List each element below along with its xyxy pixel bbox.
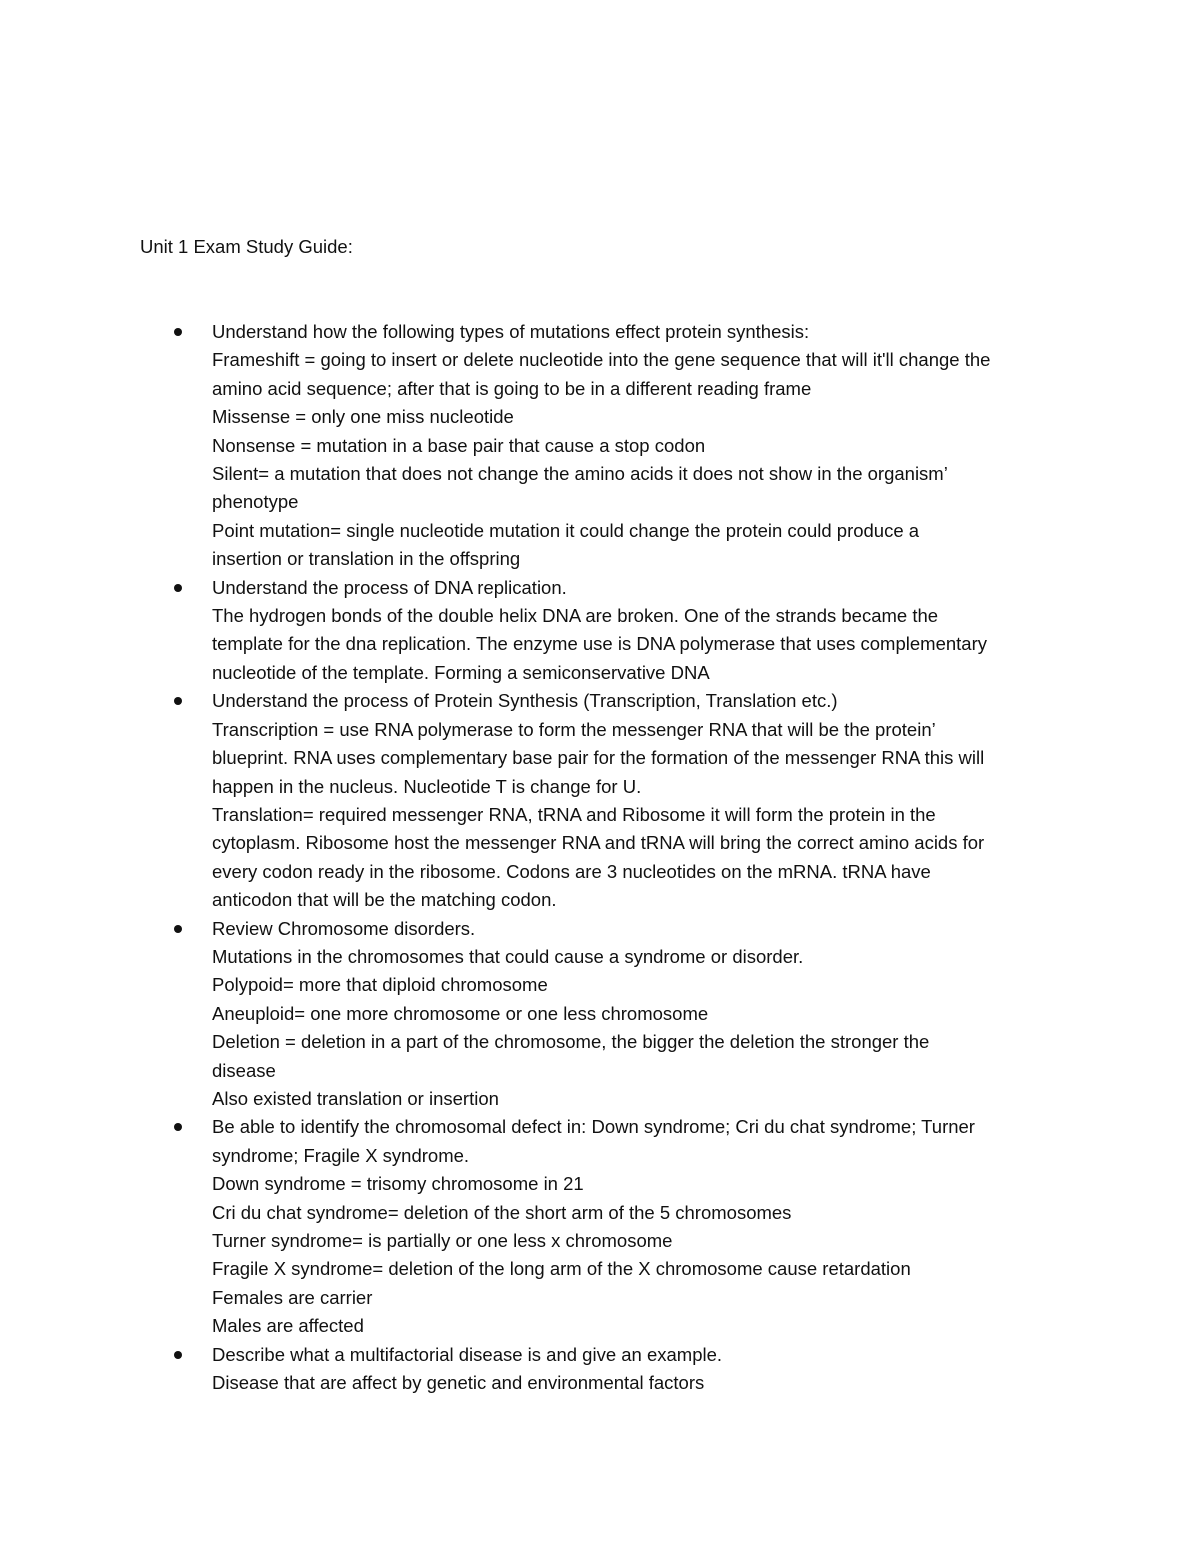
list-item — [212, 915, 1112, 1114]
list-item-text: Females are carrier — [212, 1286, 373, 1308]
list-item-text: happen in the nucleus. Nucleotide T is change for U. — [212, 775, 642, 797]
list-item-text: Silent= a mutation that does not change the amino acids it does not show in the organism’ — [212, 463, 948, 485]
list-item-text: Cri du chat syndrome= deletion of the short arm of the 5 chromosomes — [212, 1201, 792, 1223]
list-item-text: Also existed translation or insertion — [212, 1087, 499, 1109]
bullet-icon — [174, 1351, 182, 1359]
list-item-text: syndrome; Fragile X syndrome. — [212, 1144, 470, 1166]
list-item-text: amino acid sequence; after that is going to be in a different reading frame — [212, 377, 812, 399]
bullet-icon — [174, 584, 182, 592]
list-item-heading: Understand the process of DNA replication. — [212, 576, 567, 598]
list-item-heading: Be able to identify the chromosomal defect in: Down syndrome; Cri du chat syndrome; Turner — [212, 1116, 975, 1138]
bullet-icon — [174, 328, 182, 336]
list-item-text: The hydrogen bonds of the double helix DNA are broken. One of the strands became the — [212, 605, 939, 627]
list-item-text: Deletion = deletion in a part of the chromosome, the bigger the deletion the stronger the — [212, 1031, 930, 1053]
list-item-text: Point mutation= single nucleotide mutation it could change the protein could produce a — [212, 519, 920, 541]
list-item — [212, 1341, 1112, 1398]
list-item-text: Polypoid= more that diploid chromosome — [212, 974, 548, 996]
list-item-text: Mutations in the chromosomes that could cause a syndrome or disorder. — [212, 945, 804, 967]
list-item-text: Down syndrome = trisomy chromosome in 21 — [212, 1173, 584, 1195]
bullet-icon — [174, 925, 182, 933]
study-guide-list — [212, 318, 1112, 1397]
list-item-text: cytoplasm. Ribosome host the messenger RNA and tRNA will bring the correct amino acids for — [212, 832, 985, 854]
list-item-text: Disease that are affect by genetic and environmental factors — [212, 1372, 705, 1394]
list-item-text: Turner syndrome= is partially or one less x chromosome — [212, 1230, 673, 1251]
list-item-text: phenotype — [212, 491, 299, 513]
list-item-text: disease — [212, 1059, 276, 1081]
list-item-text: insertion or translation in the offspring — [212, 548, 521, 570]
list-item — [212, 1113, 1112, 1340]
list-item-text: Aneuploid= one more chromosome or one less chromosome — [212, 1002, 709, 1024]
list-item-text: Translation= required messenger RNA, tRNA and Ribosome it will form the protein in the — [212, 803, 936, 825]
list-item-text: anticodon that will be the matching codon. — [212, 889, 557, 911]
list-item-heading: Understand the process of Protein Synthesis (Transcription, Translation etc.) — [212, 690, 838, 712]
list-item-text: blueprint. RNA uses complementary base pair for the formation of the messenger RNA this will — [212, 747, 985, 769]
bullet-icon — [174, 1123, 182, 1131]
list-item-text: Transcription = use RNA polymerase to form the messenger RNA that will be the protein’ — [212, 718, 936, 740]
list-item-text: Missense = only one miss nucleotide — [212, 406, 514, 428]
list-item-text: Frameshift = going to insert or delete nucleotide into the gene sequence that will it'll change the — [212, 349, 991, 371]
list-item-heading: Describe what a multifactorial disease is and give an example. — [212, 1343, 723, 1365]
bullet-icon — [174, 697, 182, 705]
document-title: Unit 1 Exam Study Guide: — [140, 236, 353, 257]
list-item-text: every codon ready in the ribosome. Codons are 3 nucleotides on the mRNA. tRNA have — [212, 860, 931, 882]
list-item — [212, 687, 1112, 914]
list-item-text: template for the dna replication. The enzyme use is DNA polymerase that uses complementary — [212, 633, 987, 655]
list-item-heading: Understand how the following types of mutations effect protein synthesis: — [212, 321, 810, 342]
list-item-heading: Review Chromosome disorders. — [212, 917, 476, 939]
list-item-text: nucleotide of the template. Forming a semiconservative DNA — [212, 661, 710, 683]
list-item-text: Males are affected — [212, 1315, 364, 1337]
list-item-text: Nonsense = mutation in a base pair that cause a stop codon — [212, 434, 706, 456]
list-item-text: Fragile X syndrome= deletion of the long arm of the X chromosome cause retardation — [212, 1258, 911, 1280]
list-item — [212, 574, 1112, 688]
list-item — [212, 318, 1112, 574]
